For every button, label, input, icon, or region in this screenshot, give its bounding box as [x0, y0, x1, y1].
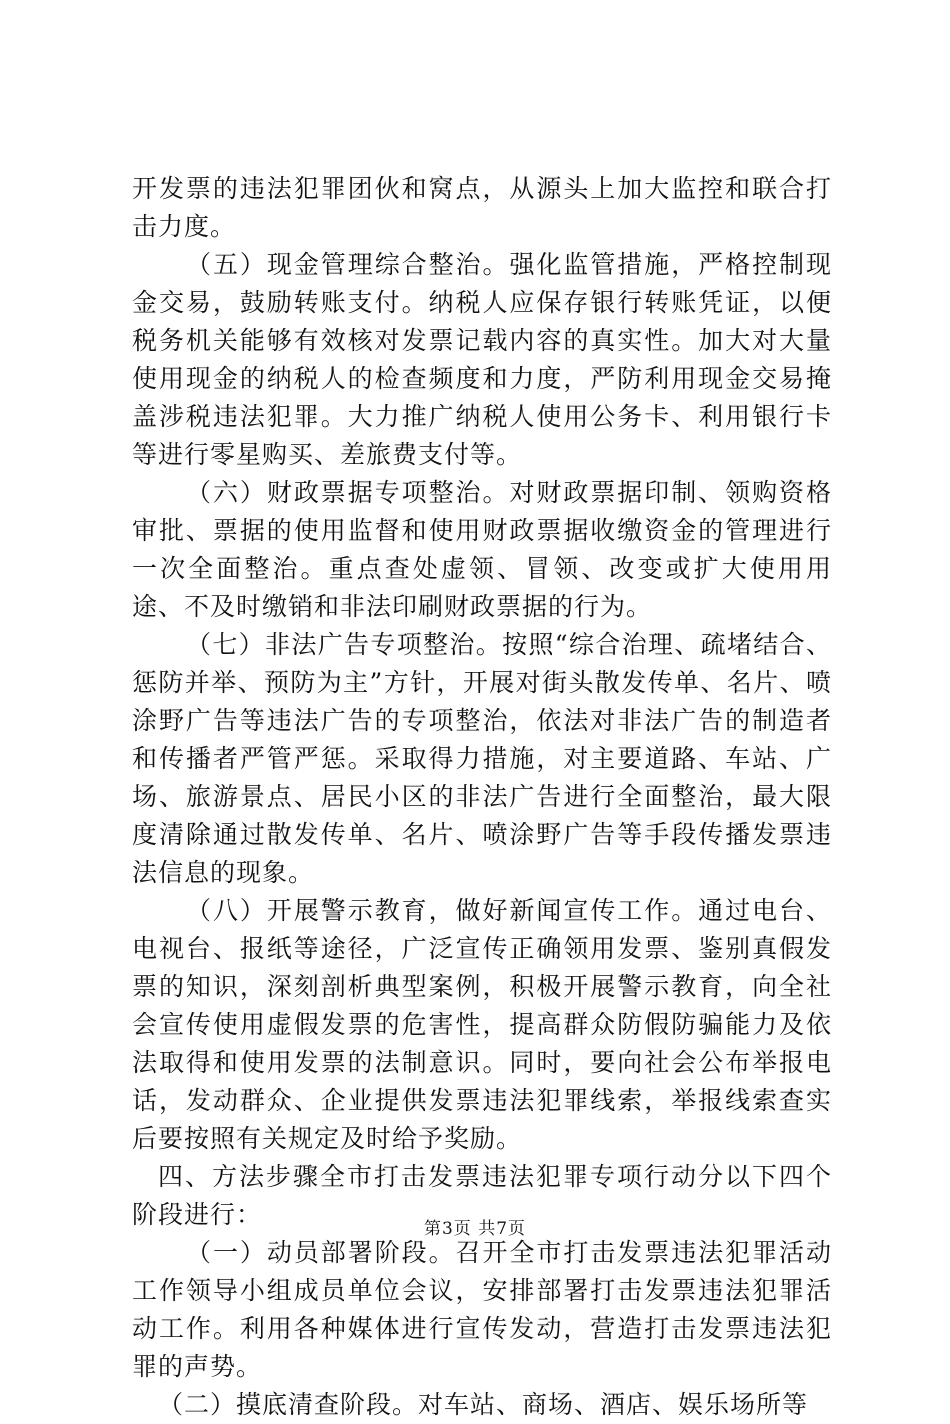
paragraph-illegal-ads: （七）非法广告专项整治。按照“综合治理、疏堵结合、惩防并举、预防为主”方针，开展对街头散发传单、名片、喷涂野广告等违法广告的专项整治，依法对非法广告的制造者和传播者严管严惩。采取得力措施，对主要道路、车站、广场、旅游景点、居民小区的非法广告进行全面整治，最大限度清除通过散发传单、名片、喷涂野广告等手段传播发票违法信息的现象。 [132, 630, 832, 887]
page-footer: 第3页 共7页 [423, 1219, 527, 1239]
paragraph-mobilization: （一）动员部署阶段。召开全市打击发票违法犯罪活动工作领导小组成员单位会议，安排部署打击发票违法犯罪活动工作。利用各种媒体进行宣传发动，营造打击发票违法犯罪的声势。 [132, 1238, 832, 1381]
paragraph-investigation: （二）摸底清查阶段。对车站、商场、酒店、娱乐场所等 [158, 1390, 809, 1419]
paragraph-method-steps: 四、方法步骤全市打击发票违法犯罪专项行动分以下四个阶段进行： [132, 1162, 832, 1229]
paragraph-fiscal-bills: （六）财政票据专项整治。对财政票据印制、领购资格审批、票据的使用监督和使用财政票据收缴资金的管理进行一次全面整治。重点查处虚领、冒领、改变或扩大使用用途、不及时缴销和非法印刷财政票据的行为。 [132, 478, 832, 621]
paragraph-continuation: 开发票的违法犯罪团伙和窝点，从源头上加大监控和联合打击力度。 [132, 174, 832, 241]
paragraph-cash-management: （五）现金管理综合整治。强化监管措施，严格控制现金交易，鼓励转账支付。纳税人应保存银行转账凭证，以便税务机关能够有效核对发票记载内容的真实性。加大对大量使用现金的纳税人的检查频度和力度，严防利用现金交易掩盖涉税违法犯罪。大力推广纳税人使用公务卡、利用银行卡等进行零星购买、差旅费支付等。 [132, 250, 832, 469]
paragraph-warning-education: （八）开展警示教育，做好新闻宣传工作。通过电台、电视台、报纸等途径，广泛宣传正确领用发票、鉴别真假发票的知识，深刻剖析典型案例，积极开展警示教育，向全社会宣传使用虚假发票的危害性，提高群众防假防骗能力及依法取得和使用发票的法制意识。同时，要向社会公布举报电话，发动群众、企业提供发票违法犯罪线索，举报线索查实后要按照有关规定及时给予奖励。 [132, 896, 832, 1153]
